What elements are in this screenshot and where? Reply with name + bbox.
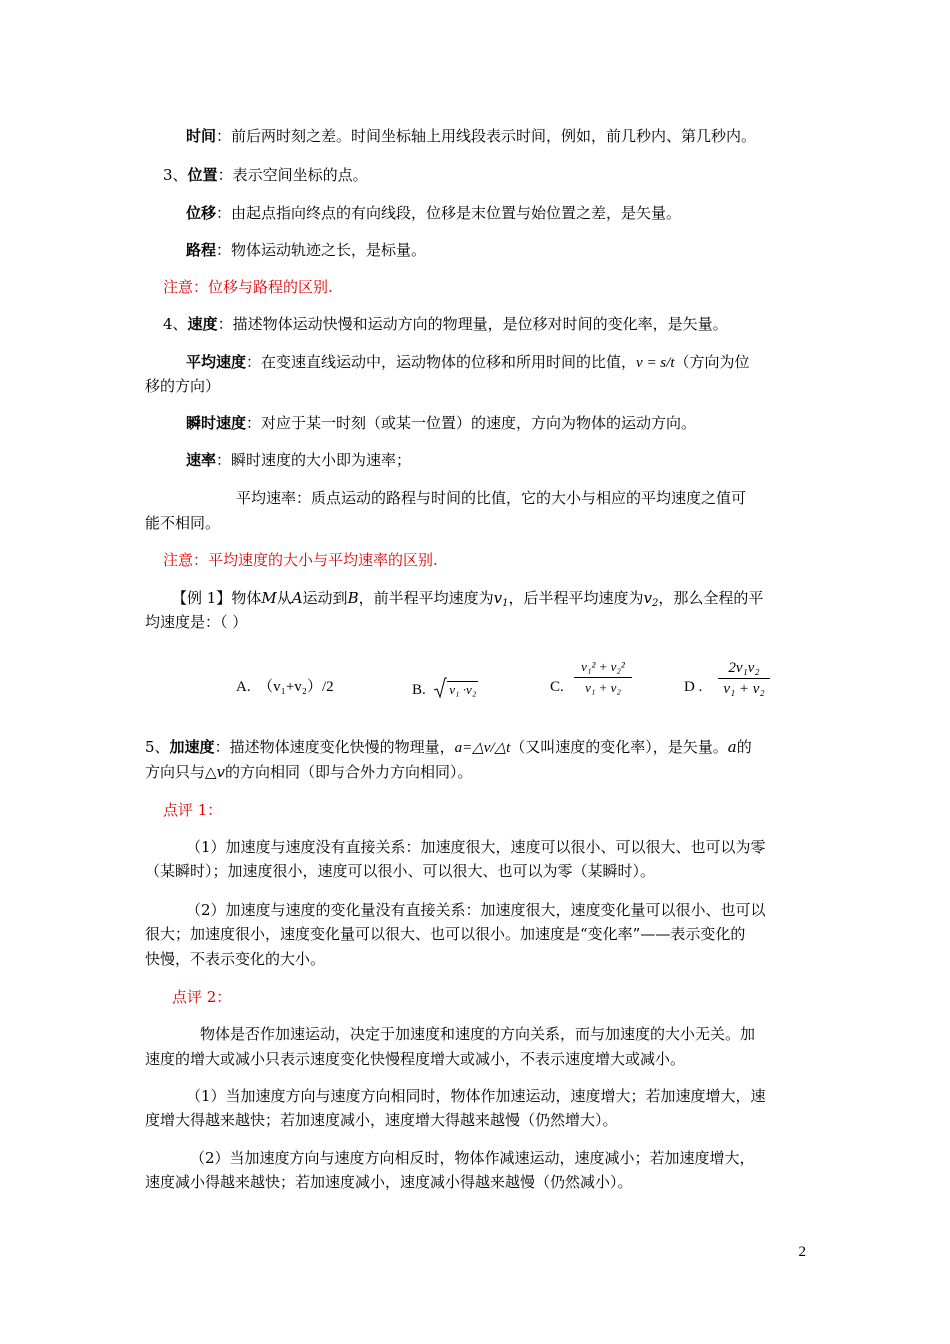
def-path: ：物体运动轨迹之长，是标量。 [216, 241, 427, 259]
term-instant-velocity: 瞬时速度 [186, 414, 247, 432]
item-number-3: 3、 [163, 166, 188, 184]
option-d-numerator: 2v₁v₂ [728, 660, 760, 676]
line-instant-velocity [186, 413, 696, 433]
comment-1-p1-line1: （1）加速度与速度没有直接关系：加速度很大，速度可以很小、可以很大、也可以为零 [186, 838, 766, 856]
comment-1-p2-line2: 很大；加速度很小，速度变化量可以很大、也可以很小。加速度是“变化率”——表示变化的 [145, 925, 746, 943]
item-number-4: 4、 [163, 315, 188, 333]
line-acceleration-cont [145, 762, 473, 782]
formula-acceleration: a=△v/△t [454, 740, 511, 756]
page-number: 2 [798, 1244, 806, 1260]
note-average-velocity-vs-speed: 注意：平均速度的大小与平均速率的区别. [163, 551, 438, 569]
var-v2: v [643, 589, 652, 607]
def-acceleration: ：描述物体速度变化快慢的物理量， [214, 738, 455, 756]
line-average-speed: 平均速率：质点运动的路程与时间的比值，它的大小与相应的平均速度之值可 [236, 489, 747, 507]
example-text: 物体 [231, 589, 262, 607]
option-b [412, 677, 478, 700]
line-path [186, 240, 426, 260]
example-text: 运动到 [302, 589, 348, 607]
item-number-5: 5、 [145, 738, 170, 756]
comment-2-p2-line1: （2）当加速度方向与速度方向相反时，物体作减速运动，速度减小；若加速度增大， [190, 1149, 755, 1167]
line-acceleration [145, 737, 752, 758]
comment-2-p0-line2: 速度的增大或减小只表示速度变化快慢程度增大或减小，不表示速度增大或减小。 [145, 1050, 686, 1068]
example-1-line-1: 【例 1】物体M从A运动到B，前半程平均速度为$v_1$，后半程平均速度为$v_2$，那么全程的平 [172, 589, 764, 609]
term-average-velocity: 平均速度 [186, 353, 247, 371]
var-A: A [291, 589, 303, 607]
example-text: ，后半程平均速度为 [508, 589, 644, 607]
term-velocity: 速度 [187, 315, 218, 333]
comment-2-p0-line1: 物体是否作加速运动，决定于加速度和速度的方向关系，而与加速度的大小无关。加 [200, 1025, 756, 1043]
example-label: 【例 1】 [172, 589, 232, 607]
example-text: ，前半程平均速度为 [358, 589, 494, 607]
var-M: M [261, 589, 277, 607]
term-position: 位置 [187, 166, 218, 184]
def-displacement: ：由起点指向终点的有向线段，位移是末位置与始位置之差，是矢量。 [216, 204, 682, 222]
fraction-bar [574, 677, 632, 678]
option-d-fraction [718, 659, 770, 698]
term-time: 时间 [186, 127, 217, 145]
fraction-bar [718, 678, 770, 679]
def-average-velocity-tail: （方向为位 [674, 353, 750, 371]
example-1-line-2: 均速度是：（ ） [145, 613, 248, 631]
option-d-denominator: v₁ + v₂ [723, 681, 765, 697]
var-B: B [347, 589, 359, 607]
line-speed [186, 450, 411, 470]
comment-2-p1-line2: 度增大得越来越快；若加速度减小，速度增大得越来越慢（仍然增大）。 [145, 1111, 618, 1129]
def-instant-velocity: ：对应于某一时刻（或某一位置）的速度，方向为物体的运动方向。 [246, 414, 697, 432]
formula-v-st: v = s/t [636, 355, 675, 371]
line-displacement [186, 203, 681, 223]
option-c-denominator: v₁ + v₂ [585, 680, 621, 695]
comment-1-p2-line1: （2）加速度与速度的变化量没有直接关系：加速度很大，速度变化量可以很小、也可以 [186, 901, 766, 919]
comment-1-p1-line2: （某瞬时）；加速度很小，速度可以很小、可以很大、也可以为零（某瞬时）。 [145, 862, 656, 880]
var-v1: v [493, 589, 503, 607]
def-position: ：表示空间坐标的点。 [217, 166, 368, 184]
option-b-expr: v₁ ·v₂ [449, 682, 477, 697]
comment-1-p2-line3: 快慢，不表示变化的大小。 [145, 950, 326, 968]
comment-2-p2-line2: 速度减小得越来越快；若加速度减小，速度减小得越来越慢（仍然减小）。 [145, 1173, 633, 1191]
line-average-velocity-cont: 移的方向） [145, 377, 221, 395]
line-average-velocity [186, 352, 750, 373]
option-c-numerator: v₁² + v₂² [581, 659, 625, 674]
var-a: a [727, 738, 737, 756]
def-acceleration-direction-2: 的方向相同（即与合外力方向相同）。 [225, 763, 473, 781]
term-acceleration: 加速度 [169, 738, 215, 756]
var-v: v [216, 763, 226, 781]
option-a-text: （v₁+v₂）/2 [258, 679, 334, 695]
line-average-speed-cont: 能不相同。 [145, 514, 221, 532]
option-c-label: C. [550, 679, 564, 695]
option-c-fraction [574, 658, 632, 697]
line-velocity [163, 314, 728, 334]
line-position [163, 165, 368, 185]
def-acceleration-2: （又叫速度的变化率），是矢量。 [510, 738, 728, 756]
term-displacement: 位移 [186, 204, 217, 222]
example-text: ，那么全程的平 [658, 589, 764, 607]
note-displacement-vs-path: 注意：位移与路程的区别. [163, 278, 333, 296]
line-time [186, 126, 756, 146]
term-path: 路程 [186, 241, 217, 259]
def-velocity: ：描述物体运动快慢和运动方向的物理量，是位移对时间的变化率，是矢量。 [217, 315, 728, 333]
option-a-label: A. [236, 679, 251, 695]
comment-2-heading: 点评 2： [172, 988, 232, 1006]
def-time: ：前后两时刻之差。时间坐标轴上用线段表示时间，例如，前几秒内、第几秒内。 [216, 127, 757, 145]
comment-1-heading: 点评 1： [163, 801, 223, 819]
def-acceleration-3: 的 [736, 738, 752, 756]
def-average-velocity: ：在变速直线运动中，运动物体的位移和所用时间的比值， [246, 353, 637, 371]
comment-2-p1-line1: （1）当加速度方向与速度方向相同时，物体作加速运动，速度增大；若加速度增大，速 [186, 1087, 766, 1105]
option-b-label: B. [412, 682, 426, 698]
term-speed: 速率 [186, 451, 217, 469]
def-acceleration-direction: 方向只与△ [145, 763, 217, 781]
option-a [236, 677, 334, 697]
def-speed: ：瞬时速度的大小即为速率； [216, 451, 412, 469]
option-d-label: D . [684, 679, 703, 695]
example-text: 从 [276, 589, 292, 607]
sqrt-icon [433, 677, 447, 699]
